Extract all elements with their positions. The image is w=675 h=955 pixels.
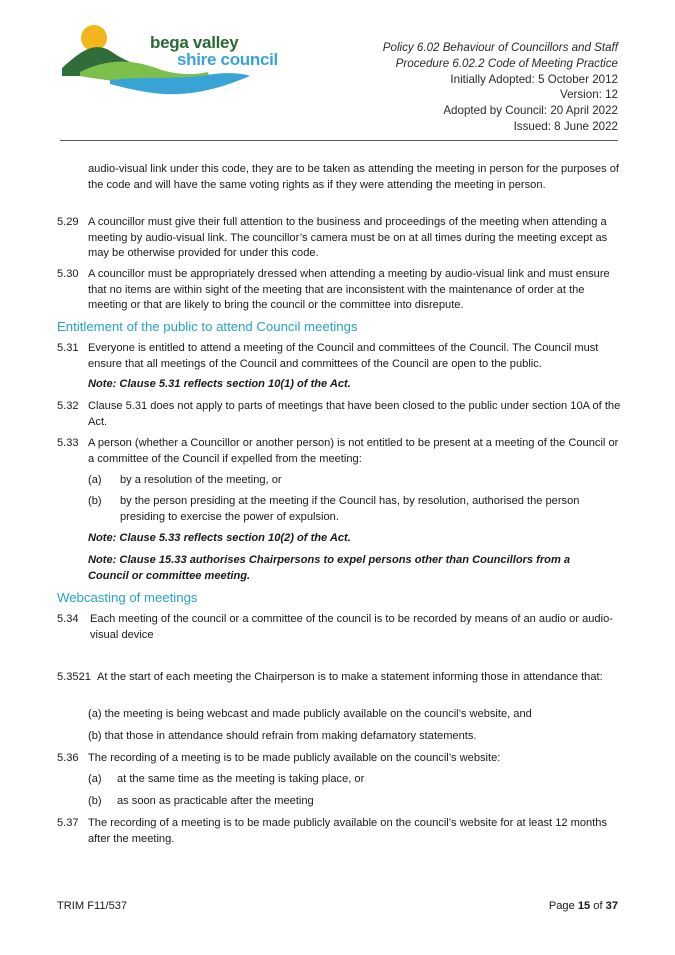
clause-530-text: A councillor must be appropriately dressed when attending a meeting by audio-visual link and must ensure that no items are within sight of the meeting that are inconsistent with the maintenance of order at the meeting or that are likely to bring the council or the committee into disrepute. <box>88 268 610 312</box>
page-total: 37 <box>605 900 618 912</box>
page-indicator <box>549 900 618 912</box>
section-heading-webcasting: Webcasting of meetings <box>57 590 198 605</box>
clause-531-text: Everyone is entitled to attend a meeting of the Council and committees of the Council. The Council must ensure that all meetings of the Council and committees of the Council are open to the public. <box>88 342 599 370</box>
clause-number: 5.37 <box>57 817 79 829</box>
clause-number: 5.33 <box>57 437 79 449</box>
clause-537-text: The recording of a meeting is to be made publicly available on the council’s website for at least 12 months after the meeting. <box>88 817 608 845</box>
clause-533-b-text: by the person presiding at the meeting if the Council has, by resolution, authorised the person presiding to exercise the power of expulsion. <box>120 495 580 523</box>
document-metadata <box>383 40 618 135</box>
logo-text-line2: shire council <box>177 50 278 69</box>
issued-date: Issued: 8 June 2022 <box>513 119 618 133</box>
of-word: of <box>593 900 603 912</box>
clause-3521-a-text: (a) the meeting is being webcast and made publicly available on the council’s website, and <box>88 708 532 720</box>
clause-3521-text: At the start of each meeting the Chairperson is to make a statement informing those in attendance that: <box>97 671 603 683</box>
clause-number: 5.29 <box>57 216 79 228</box>
clause-number: 5.30 <box>57 268 79 280</box>
page-word: Page <box>548 900 575 912</box>
clause-536-text: The recording of a meeting is to be made publicly available on the council’s website: <box>88 752 501 764</box>
clause-number: 5.31 <box>57 342 79 354</box>
policy-title: Policy 6.02 Behaviour of Councillors and Staff <box>382 41 618 54</box>
subclause-label: (a) <box>88 474 102 486</box>
header-divider <box>60 140 618 141</box>
subclause-label: (b) <box>88 795 102 807</box>
clause-number: 5.34 <box>57 613 79 625</box>
clause-533-text: A person (whether a Councillor or another person) is not entitled to be present at a meeting of the Council or a committee of the Council if expelled from the meeting: <box>88 437 619 465</box>
clause-536-a-text: at the same time as the meeting is taking place, or <box>117 773 365 785</box>
clause-534-text: Each meeting of the council or a committee of the council is to be recorded by means of an audio or audio-visual device <box>90 613 613 641</box>
adopted-by-council: Adopted by Council: 20 April 2022 <box>443 104 618 118</box>
section-heading-entitlement: Entitlement of the public to attend Council meetings <box>57 319 358 334</box>
page-number: 15 <box>577 900 591 912</box>
clause-3521-b-text: (b) that those in attendance should refrain from making defamatory statements. <box>88 730 477 742</box>
clause-528-continued: audio-visual link under this code, they are to be taken as attending the meeting in person for the purposes of the code and will have the same voting rights as if they were attending the meeting in person. <box>88 163 619 191</box>
procedure-title: Procedure 6.02.2 Code of Meeting Practice <box>395 56 618 70</box>
note-533: Note: Clause 5.33 reflects section 10(2) of the Act. <box>88 532 351 544</box>
note-1533: Note: Clause 15.33 authorises Chairpersons to expel persons other than Councillors from a Council or committee meeting. <box>88 554 571 582</box>
clause-number: 5.36 <box>57 752 79 764</box>
subclause-label: (a) <box>88 773 102 785</box>
trim-reference: TRIM F11/537 <box>57 900 128 912</box>
version: Version: 12 <box>559 88 618 102</box>
clause-number: 5.3521 <box>57 671 91 683</box>
clause-533-a-text: by a resolution of the meeting, or <box>120 474 282 486</box>
clause-number: 5.32 <box>57 400 79 412</box>
logo-sun <box>81 25 107 51</box>
clause-536-b-text: as soon as practicable after the meeting <box>117 795 314 807</box>
subclause-label: (b) <box>88 495 102 507</box>
initially-adopted: Initially Adopted: 5 October 2012 <box>450 72 618 86</box>
clause-529-text: A councillor must give their full attention to the business and proceedings of the meeting when attending a meeting by audio-visual link. The councillor’s camera must be on at all times during the meeting except as may be otherwise provided for under this code. <box>88 216 608 260</box>
clause-532-text: Clause 5.31 does not apply to parts of meetings that have been closed to the public under section 10A of the Act. <box>88 400 621 428</box>
logo-text-line1: bega valley <box>150 33 239 52</box>
note-531: Note: Clause 5.31 reflects section 10(1) of the Act. <box>88 378 351 390</box>
